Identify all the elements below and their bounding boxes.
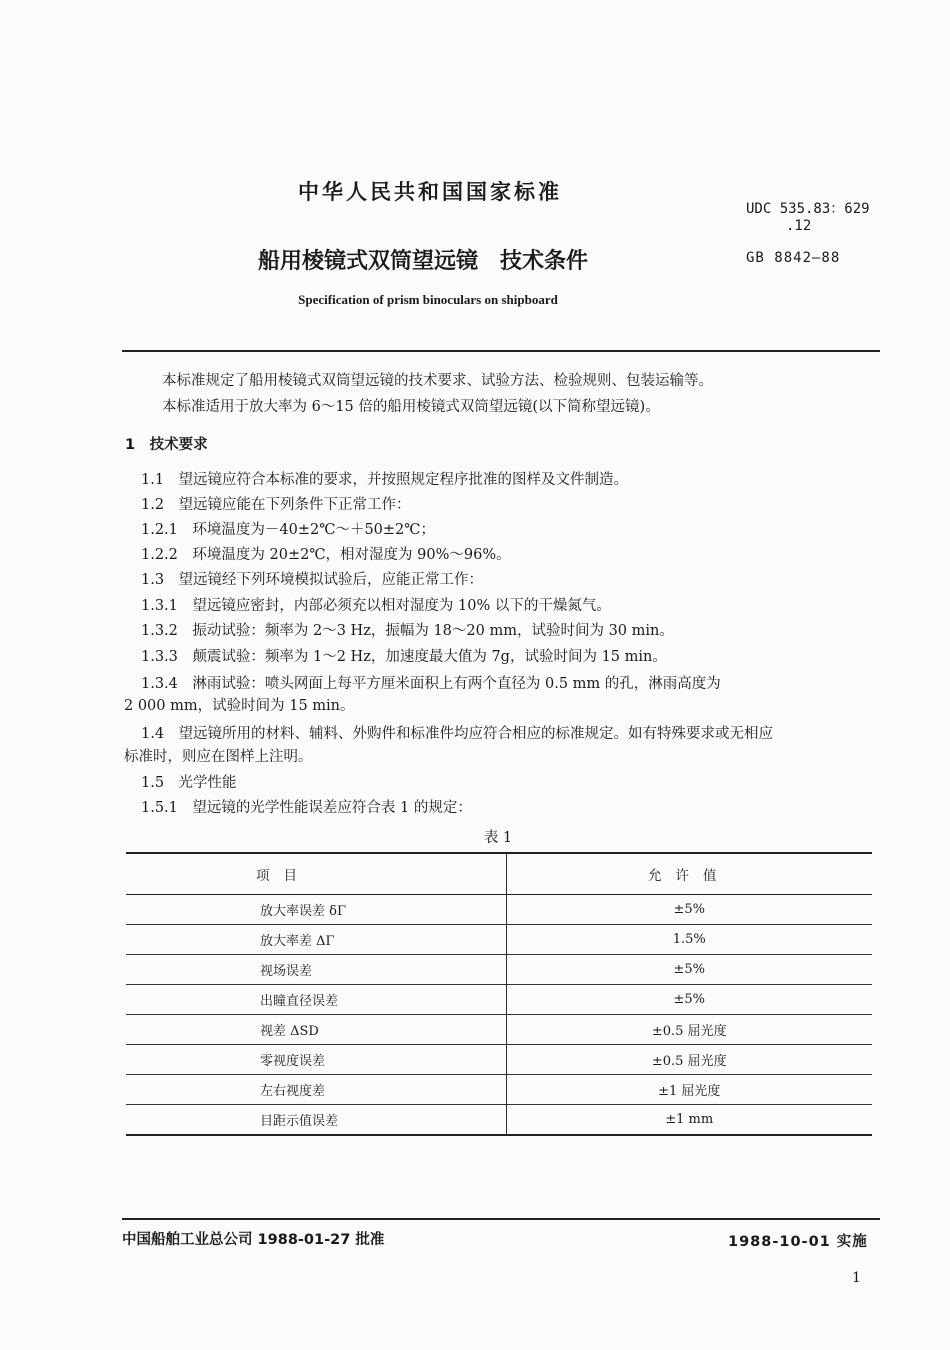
table-row bbox=[126, 1105, 872, 1136]
document-title: 船用棱镜式双筒望远镜 技术条件 bbox=[257, 249, 588, 274]
clause-1-5-1: 1.5.1 望远镜的光学性能误差应符合表 1 的规定： bbox=[141, 800, 472, 816]
intro-applicability: 本标准适用于放大率为 6～15 倍的船用棱镜式双筒望远镜(以下简称望远镜)。 bbox=[162, 399, 660, 415]
table-header-row bbox=[126, 853, 872, 895]
row-value: 1.5% bbox=[506, 925, 872, 955]
table-row bbox=[126, 895, 872, 925]
column-header-item: 项目 bbox=[126, 853, 506, 895]
row-value: ±0.5 屈光度 bbox=[506, 1045, 872, 1075]
clause-1-2-2: 1.2.2 环境温度为 20±2℃，相对湿度为 90%～96%。 bbox=[141, 547, 511, 563]
table-row bbox=[126, 1075, 872, 1105]
clause-1-2-1: 1.2.1 环境温度为－40±2℃～＋50±2℃； bbox=[141, 522, 435, 538]
table-row bbox=[126, 1045, 872, 1075]
row-item: 视场误差 bbox=[126, 955, 506, 985]
udc-code: UDC 535.83：629 bbox=[746, 201, 870, 217]
clause-1-3: 1.3 望远镜经下列环境模拟试验后，应能正常工作： bbox=[141, 572, 484, 588]
clause-1-4: 1.4 望远镜所用的材料、辅料、外购件和标准件均应符合相应的标准规定。如有特殊要求或无相应 bbox=[141, 726, 774, 742]
row-item: 放大率误差 δΓ bbox=[126, 895, 506, 925]
approval-line: 中国船舶工业总公司 1988-01-27 批准 bbox=[122, 1232, 385, 1248]
row-item: 出瞳直径误差 bbox=[126, 985, 506, 1015]
table-row bbox=[126, 955, 872, 985]
clause-1-3-2: 1.3.2 振动试验：频率为 2～3 Hz，振幅为 18～20 mm，试验时间为 30 min。 bbox=[141, 623, 674, 639]
header-rule bbox=[122, 350, 880, 352]
table-caption: 表 1 bbox=[483, 830, 513, 846]
clause-1-4-continued: 标准时，则应在图样上注明。 bbox=[124, 749, 313, 765]
column-header-value: 允许值 bbox=[506, 853, 872, 895]
national-standard-heading: 中华人民共和国国家标准 bbox=[298, 180, 562, 204]
clause-1-3-4-continued: 2 000 mm，试验时间为 15 min。 bbox=[124, 698, 355, 714]
optical-performance-table bbox=[126, 852, 872, 1136]
clause-1-1: 1.1 望远镜应符合本标准的要求，并按照规定程序批准的图样及文件制造。 bbox=[141, 472, 629, 488]
clause-1-5: 1.5 光学性能 bbox=[141, 775, 237, 791]
table-row bbox=[126, 985, 872, 1015]
row-item: 目距示值误差 bbox=[126, 1105, 506, 1136]
footer-rule bbox=[122, 1218, 880, 1220]
clause-1-2: 1.2 望远镜应能在下列条件下正常工作： bbox=[141, 497, 411, 513]
table-row bbox=[126, 1015, 872, 1045]
row-item: 左右视度差 bbox=[126, 1075, 506, 1105]
row-item: 放大率差 ΔΓ bbox=[126, 925, 506, 955]
row-value: ±1 屈光度 bbox=[506, 1075, 872, 1105]
row-value: ±5% bbox=[506, 895, 872, 925]
page-number: 1 bbox=[852, 1270, 861, 1286]
clause-1-3-4: 1.3.4 淋雨试验：喷头网面上每平方厘米面积上有两个直径为 0.5 mm 的孔，淋雨高度为 bbox=[141, 676, 721, 692]
clause-1-3-3: 1.3.3 颠震试验：频率为 1～2 Hz，加速度最大值为 7g，试验时间为 15 min。 bbox=[141, 649, 667, 665]
row-value: ±5% bbox=[506, 955, 872, 985]
gb-standard-number: GB 8842—88 bbox=[746, 250, 841, 266]
row-item: 视差 ΔSD bbox=[126, 1015, 506, 1045]
clause-1-3-1: 1.3.1 望远镜应密封，内部必须充以相对湿度为 10% 以下的干燥氮气。 bbox=[141, 598, 611, 614]
implementation-date: 1988-10-01 实施 bbox=[728, 1234, 868, 1250]
table-row bbox=[126, 925, 872, 955]
row-value: ±0.5 屈光度 bbox=[506, 1015, 872, 1045]
udc-code-continuation: .12 bbox=[786, 218, 812, 234]
row-value: ±5% bbox=[506, 985, 872, 1015]
document-title-english: Specification of prism binoculars on shipboard bbox=[298, 292, 558, 307]
intro-scope: 本标准规定了船用棱镜式双筒望远镜的技术要求、试验方法、检验规则、包装运输等。 bbox=[162, 373, 713, 389]
row-item: 零视度误差 bbox=[126, 1045, 506, 1075]
section-heading: 1 技术要求 bbox=[125, 437, 208, 453]
row-value: ±1 mm bbox=[506, 1105, 872, 1136]
